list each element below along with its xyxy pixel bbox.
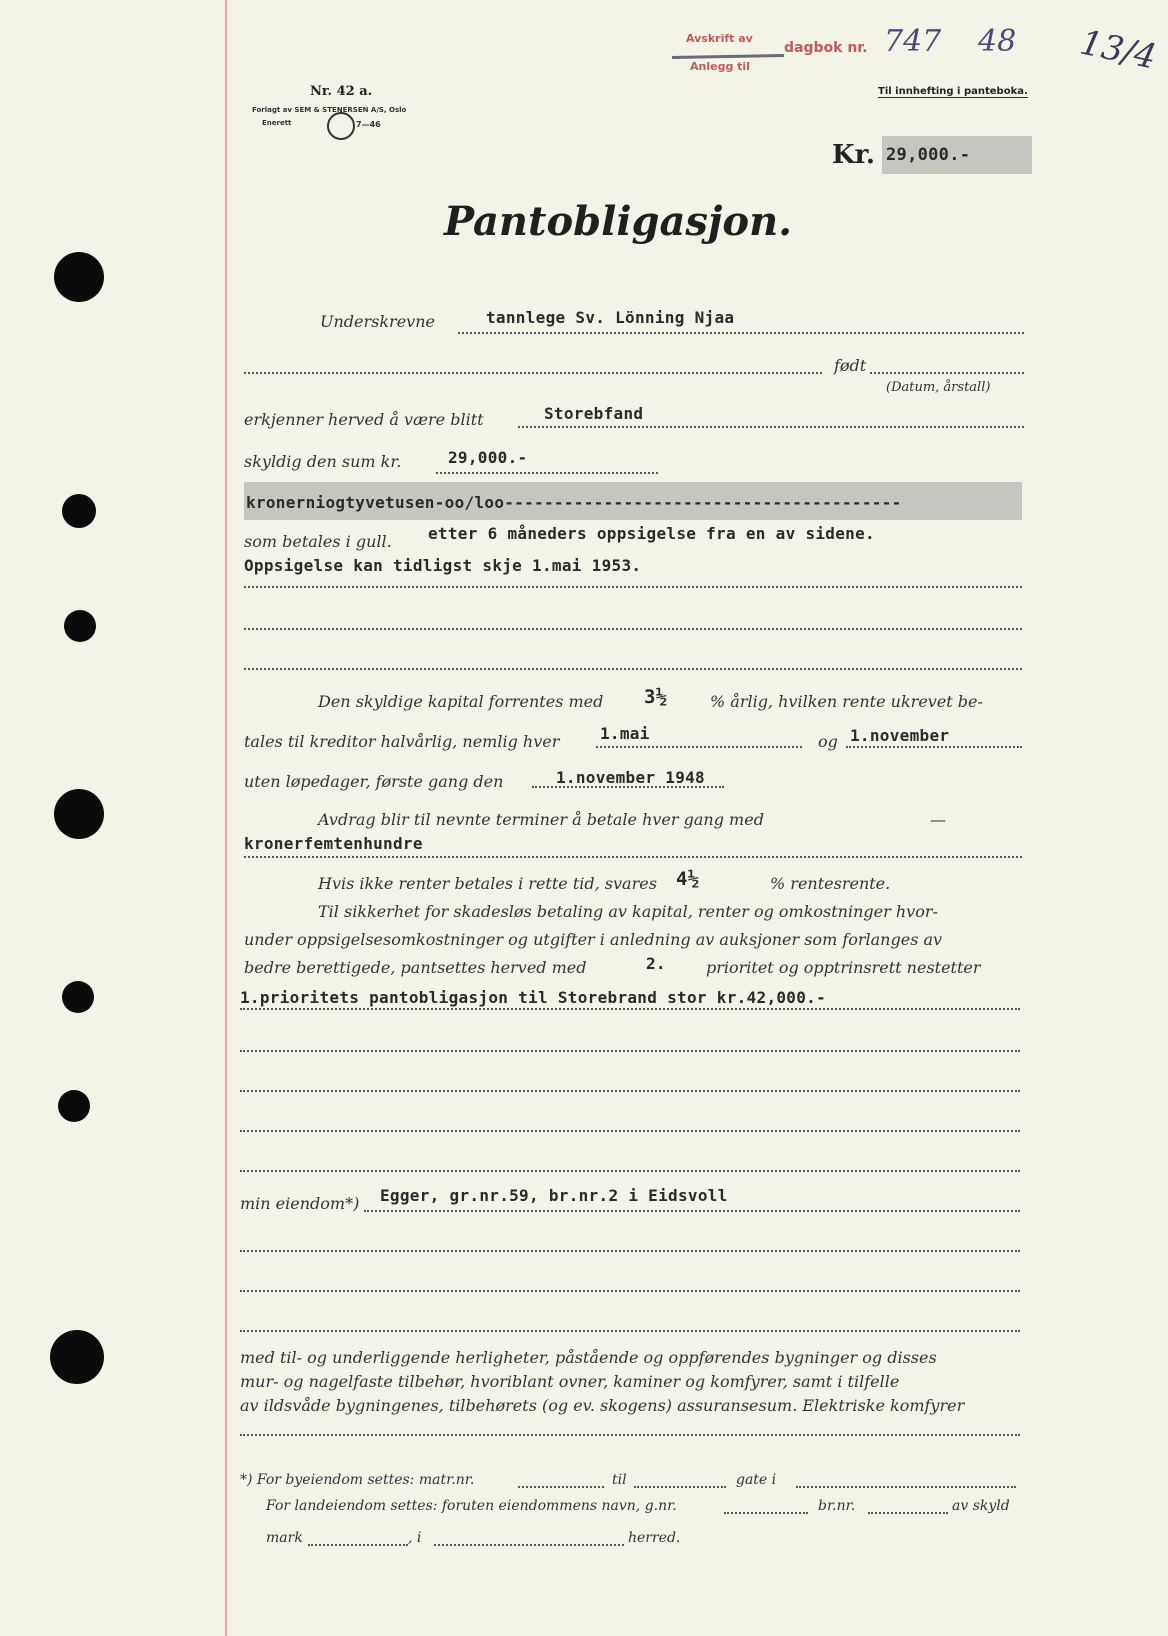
born-hint: (Datum, årstall): [886, 380, 991, 395]
footnote-line-1b: til: [612, 1472, 627, 1488]
security-line-3a: bedre berettigede, pantsettes herved med: [244, 958, 587, 977]
footnote-line-3b: , i: [408, 1530, 422, 1546]
interest-date-1: 1.mai: [600, 724, 650, 743]
undersigned-label: Underskrevne: [320, 312, 435, 331]
footnote-line-1c: gate i: [736, 1472, 777, 1488]
appurtenances-line-1: med til- og underliggende herligheter, påstående og oppførendes bygninger og disses: [240, 1348, 937, 1367]
interest-text-2a: tales til kreditor halvårlig, nemlig hver: [244, 732, 560, 751]
punch-hole: [62, 494, 96, 528]
footnote-line-3c: herred.: [628, 1530, 681, 1546]
dagbok-number: 747: [884, 24, 942, 59]
born-label: født: [834, 356, 867, 375]
installment-value: kronerfemtenhundre: [244, 834, 423, 853]
owes-value: 29,000.-: [448, 448, 528, 467]
appurtenances-line-3: av ildsvåde bygningenes, tilbehørets (og ev. skogens) assuransesum. Elektriske komfyrer: [240, 1396, 965, 1415]
punch-hole: [58, 1090, 90, 1122]
amount-label: Kr.: [832, 140, 875, 170]
dagbok-year: 48: [978, 24, 1017, 59]
document-title: Pantobligasjon.: [444, 198, 793, 245]
payable-value-2: Oppsigelse kan tidligst skje 1.mai 1953.: [244, 556, 642, 575]
interest-text-3: uten løpedager, første gang den: [244, 772, 504, 791]
acknowledges-label: erkjenner herved å være blitt: [244, 410, 484, 429]
margin-rule: [225, 0, 227, 1636]
interest-text-2b: og: [818, 732, 838, 751]
footnote-line-1a: *) For byeiendom settes: matr.nr.: [240, 1472, 475, 1488]
penalty-rate: 4½: [676, 868, 700, 890]
creditor-value: Storebfand: [544, 404, 644, 423]
undersigned-value: tannlege Sv. Lönning Njaa: [486, 308, 735, 327]
installment-dash: —: [930, 810, 946, 829]
dagbok-date: 13/4: [1076, 22, 1160, 78]
payable-value: etter 6 måneders oppsigelse fra en av sidene.: [428, 524, 875, 543]
footnote-line-3a: mark: [266, 1530, 303, 1546]
property-label: min eiendom*): [240, 1194, 360, 1213]
owes-label: skyldig den sum kr.: [244, 452, 402, 471]
interest-text-1a: Den skyldige kapital forrentes med: [318, 692, 604, 711]
dagbok-label: dagbok nr.: [784, 40, 868, 56]
publisher-logo: [327, 112, 355, 140]
publisher-enerett: Enerett: [262, 119, 292, 127]
security-line-2: under oppsigelsesomkostninger og utgifter i anledning av auksjoner som forlanges av: [244, 930, 943, 949]
security-line-4: 1.prioritets pantobligasjon til Storebrand stor kr.42,000.-: [240, 988, 827, 1007]
punch-hole: [50, 1330, 104, 1384]
first-payment-date: 1.november 1948: [556, 768, 705, 787]
stamp-line-2: Anlegg til: [690, 60, 750, 73]
stamp-underline: [672, 54, 784, 59]
footnote-line-2b: br.nr.: [818, 1498, 856, 1514]
amount-box: 29,000.-: [882, 136, 1032, 174]
interest-rate: 3½: [644, 686, 668, 708]
punch-hole: [64, 610, 96, 642]
publisher-date: 7—46: [356, 120, 381, 129]
appurtenances-line-2: mur- og nagelfaste tilbehør, hvoriblant ovner, kaminer og komfyrer, samt i tilfelle: [240, 1372, 900, 1391]
interest-text-1b: % årlig, hvilken rente ukrevet be-: [710, 692, 983, 711]
penalty-text-b: % rentesrente.: [770, 874, 891, 893]
security-line-3b: prioritet og opptrinsrett nestetter: [706, 958, 981, 977]
words-value: kronerniogtyvetusen-oo/loo----------------------------------------: [246, 493, 902, 512]
punch-hole: [54, 789, 104, 839]
stamp-line-1: Avskrift av: [686, 32, 753, 45]
publisher-line: Forlagt av SEM & STENERSEN A/S, Oslo: [252, 106, 407, 114]
footnote-line-2a: For landeiendom settes: foruten eiendommens navn, g.nr.: [266, 1498, 677, 1514]
property-value: Egger, gr.nr.59, br.nr.2 i Eidsvoll: [380, 1186, 728, 1205]
interest-date-2: 1.november: [850, 726, 950, 745]
punch-hole: [62, 981, 94, 1013]
installment-text: Avdrag blir til nevnte terminer å betale hver gang med: [318, 810, 764, 829]
binding-note: Til innhefting i panteboka.: [878, 86, 1028, 97]
footnote-line-2c: av skyld: [952, 1498, 1010, 1514]
security-line-1: Til sikkerhet for skadesløs betaling av kapital, renter og omkostninger hvor-: [318, 902, 938, 921]
punch-hole: [54, 252, 104, 302]
penalty-text-a: Hvis ikke renter betales i rette tid, svares: [318, 874, 657, 893]
payable-label: som betales i gull.: [244, 532, 392, 551]
form-number: Nr. 42 a.: [310, 84, 373, 99]
security-priority: 2.: [646, 954, 666, 973]
